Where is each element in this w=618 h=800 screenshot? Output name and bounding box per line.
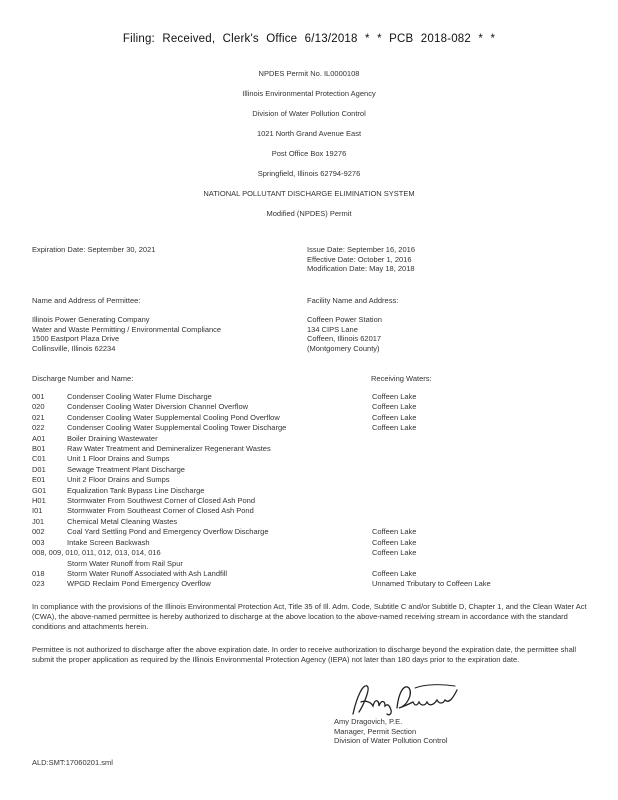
facility-address xyxy=(307,315,382,353)
discharge-row xyxy=(32,444,572,454)
discharge-number: 021 xyxy=(32,412,45,422)
discharge-number: J01 xyxy=(32,516,45,526)
permittee-line: 1500 Eastport Plaza Drive xyxy=(32,334,120,343)
receiving-water xyxy=(372,486,572,496)
issue-date: Issue Date: September 16, 2016 xyxy=(307,245,415,254)
receiving-water: Coffeen Lake xyxy=(372,568,417,578)
discharge-row xyxy=(32,434,572,444)
receiving-water: Coffeen Lake xyxy=(372,412,417,422)
discharge-row xyxy=(32,517,572,527)
receiving-water xyxy=(372,506,572,516)
discharge-name: Condenser Cooling Water Supplemental Cooling Pond Overflow xyxy=(67,412,280,422)
discharge-name: Stormwater From Southeast Corner of Closed Ash Pond xyxy=(67,506,254,516)
discharge-name: Unit 2 Floor Drains and Sumps xyxy=(67,475,170,485)
footer-code: ALD:SMT:17060201.sml xyxy=(32,758,113,767)
discharge-name: Chemical Metal Cleaning Wastes xyxy=(67,516,178,526)
permittee-line: Illinois Power Generating Company xyxy=(32,315,150,324)
street-address: 1021 North Grand Avenue East xyxy=(256,129,362,138)
agency-name: Illinois Environmental Protection Agency xyxy=(242,89,376,98)
discharge-row xyxy=(32,579,572,589)
discharge-row xyxy=(32,506,572,516)
receiving-water xyxy=(372,465,572,475)
receiving-water: Unnamed Tributary to Coffeen Lake xyxy=(372,579,491,589)
compliance-paragraph: In compliance with the provisions of the Illinois Environmental Protection Act, Title 35 of Ill. Adm. Code, Subtitle C and/or Subtitle D, Chapter 1, and the Clean Water Act (CWA), the above-named permittee is hereby authorized to discharge at the above location to the above-named receiving stream in accordance with the standard conditions and attachments herein. xyxy=(32,602,587,631)
receiving-water xyxy=(372,434,572,444)
discharge-name: Raw Water Treatment and Demineralizer Regenerant Wastes xyxy=(67,444,271,454)
permittee-line: Water and Waste Permitting / Environmental Compliance xyxy=(32,324,222,334)
discharge-heading: Discharge Number and Name: xyxy=(32,374,134,383)
permit-type: Modified (NPDES) Permit xyxy=(266,209,352,218)
discharge-number: H01 xyxy=(32,496,46,506)
facility-line: Coffeen Power Station xyxy=(307,315,382,324)
expiration-paragraph: Permittee is not authorized to discharge after the above expiration date. In order to receive authorization to discharge beyond the expiration date, the permittee shall submit the proper application as required by the Illinois Environmental Protection Agency (IEPA) not later than 180 days prior to the expiration date. xyxy=(32,645,577,664)
discharge-number: E01 xyxy=(32,475,46,485)
receiving-water: Coffeen Lake xyxy=(372,537,417,547)
facility-line: (Montgomery County) xyxy=(307,343,380,353)
city-line: Springfield, Illinois 62794-9276 xyxy=(257,169,361,178)
discharge-name: Storm Water Runoff from Rail Spur xyxy=(67,558,183,568)
receiving-water xyxy=(372,517,572,527)
discharge-name: Intake Screen Backwash xyxy=(67,537,150,547)
discharge-name: Coal Yard Settling Pond and Emergency Overflow Discharge xyxy=(67,527,269,537)
discharge-row xyxy=(32,392,572,402)
discharge-row xyxy=(32,454,572,464)
date-block xyxy=(307,245,415,274)
discharge-number: 023 xyxy=(32,579,45,589)
permittee-line: Collinsville, Illinois 62234 xyxy=(32,343,116,353)
discharge-row xyxy=(32,559,572,569)
discharge-number: 022 xyxy=(32,423,45,433)
discharge-name: Sewage Treatment Plant Discharge xyxy=(67,464,185,474)
discharge-row xyxy=(32,548,572,558)
discharge-name: Condenser Cooling Water Flume Discharge xyxy=(67,392,212,401)
discharge-number: 008, 009, 010, 011, 012, 013, 014, 016 xyxy=(32,548,161,558)
receiving-heading: Receiving Waters: xyxy=(371,374,432,383)
effective-date: Effective Date: October 1, 2016 xyxy=(307,254,412,264)
discharge-number: 002 xyxy=(32,527,45,537)
receiving-water xyxy=(372,559,572,569)
signer-division: Division of Water Pollution Control xyxy=(334,736,448,746)
discharge-table xyxy=(32,392,572,590)
division-name: Division of Water Pollution Control xyxy=(252,109,366,118)
signer-name: Amy Dragovich, P.E. xyxy=(334,717,403,726)
discharge-name: Storm Water Runoff Associated with Ash Landfill xyxy=(67,568,228,578)
system-title: NATIONAL POLLUTANT DISCHARGE ELIMINATION SYSTEM xyxy=(203,189,415,198)
facility-heading: Facility Name and Address: xyxy=(307,296,399,305)
discharge-number: 003 xyxy=(32,537,45,547)
facility-line: 134 CIPS Lane xyxy=(307,324,358,334)
permittee-address xyxy=(32,315,221,353)
permittee-heading: Name and Address of Permittee: xyxy=(32,296,141,305)
discharge-number: 020 xyxy=(32,402,45,412)
modification-date: Modification Date: May 18, 2018 xyxy=(307,264,415,273)
discharge-name: WPGD Reclaim Pond Emergency Overflow xyxy=(67,579,211,589)
discharge-name: Equalization Tank Bypass Line Discharge xyxy=(67,485,205,495)
filing-header: Filing: Received, Clerk's Office 6/13/2018 * * PCB 2018-082 * * xyxy=(122,33,496,45)
discharge-number: B01 xyxy=(32,444,46,454)
discharge-name: Condenser Cooling Water Supplemental Cooling Tower Discharge xyxy=(67,423,287,433)
signature-image xyxy=(345,676,475,721)
discharge-number: 001 xyxy=(32,392,45,401)
discharge-name: Stormwater From Southwest Corner of Closed Ash Pond xyxy=(67,496,255,506)
signer-title: Manager, Permit Section xyxy=(334,726,417,736)
discharge-name: Condenser Cooling Water Diversion Channel Overflow xyxy=(67,402,249,412)
discharge-number: D01 xyxy=(32,464,46,474)
facility-line: Coffeen, Illinois 62017 xyxy=(307,334,382,343)
discharge-row xyxy=(32,475,572,485)
receiving-water xyxy=(372,475,572,485)
po-box: Post Office Box 19276 xyxy=(271,149,347,158)
expiration-date: Expiration Date: September 30, 2021 xyxy=(32,245,156,254)
receiving-water: Coffeen Lake xyxy=(372,402,417,412)
receiving-water xyxy=(372,496,572,506)
receiving-water: Coffeen Lake xyxy=(372,423,417,433)
discharge-row xyxy=(32,402,572,412)
discharge-row xyxy=(32,413,572,423)
discharge-number: 018 xyxy=(32,568,45,578)
discharge-row xyxy=(32,423,572,433)
discharge-number: I01 xyxy=(32,506,43,516)
discharge-row xyxy=(32,569,572,579)
discharge-name: Boiler Draining Wastewater xyxy=(67,433,158,443)
discharge-number: G01 xyxy=(32,485,47,495)
receiving-water: Coffeen Lake xyxy=(372,392,417,401)
receiving-water: Coffeen Lake xyxy=(372,527,417,537)
receiving-water xyxy=(372,454,572,464)
discharge-number: C01 xyxy=(32,454,46,464)
receiving-water: Coffeen Lake xyxy=(372,548,417,558)
discharge-number xyxy=(32,559,67,569)
discharge-row xyxy=(32,486,572,496)
receiving-water xyxy=(372,444,572,454)
discharge-row xyxy=(32,465,572,475)
discharge-number: A01 xyxy=(32,433,46,443)
permit-header xyxy=(0,68,618,228)
discharge-name: Unit 1 Floor Drains and Sumps xyxy=(67,454,170,464)
signer-block xyxy=(334,717,448,746)
discharge-row xyxy=(32,527,572,537)
discharge-row xyxy=(32,538,572,548)
permit-number: NPDES Permit No. IL0000108 xyxy=(258,69,360,78)
discharge-row xyxy=(32,496,572,506)
